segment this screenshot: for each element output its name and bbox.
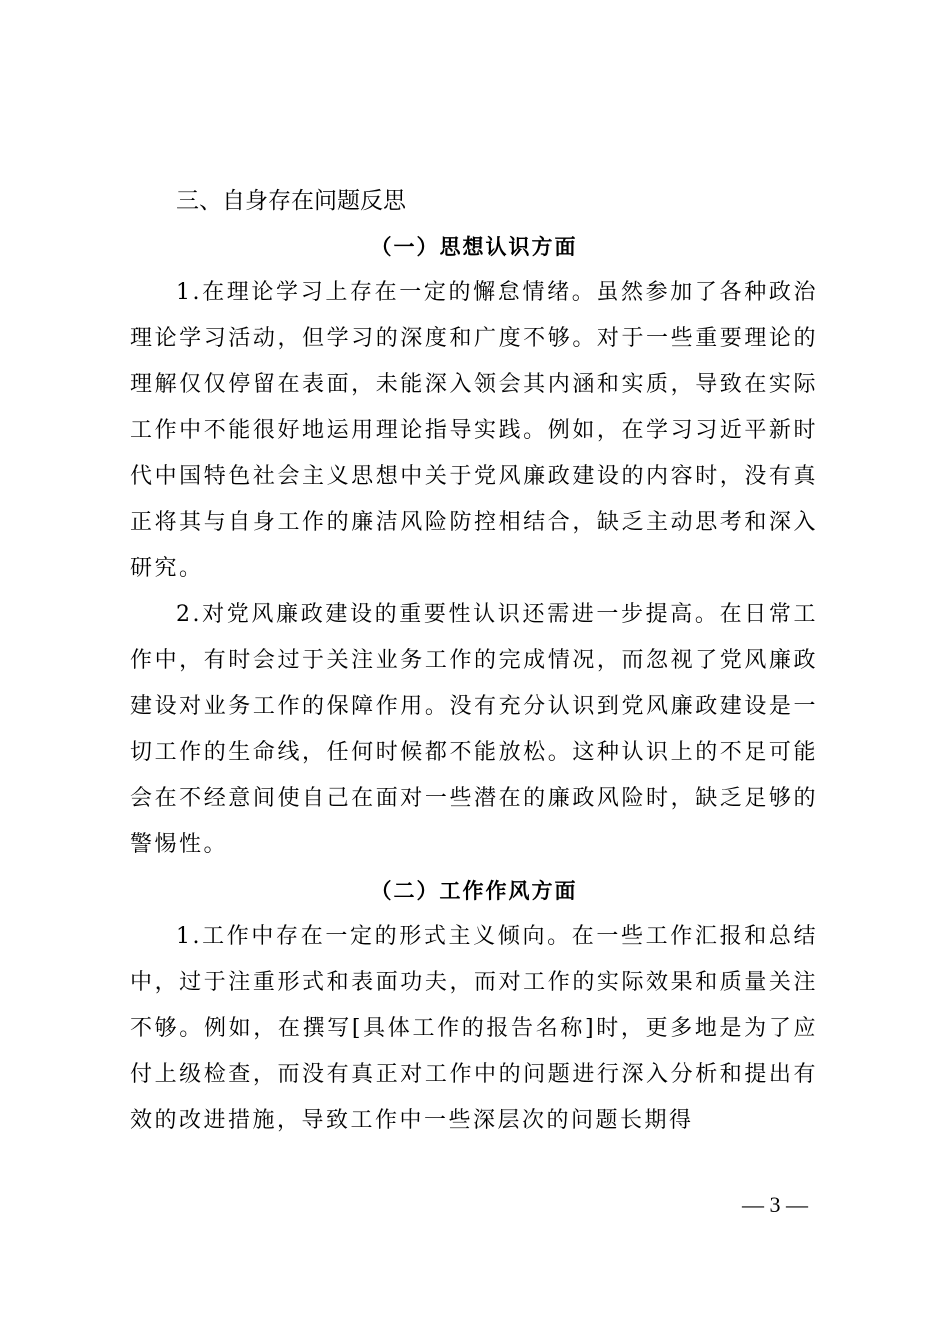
- paragraph: 1.工作中存在一定的形式主义倾向。在一些工作汇报和总结中，过于注重形式和表面功夫，而对工作的实际效果和质量关注不够。例如，在撰写[具体工作的报告名称]时，更多地是为了应付上级检查，而没有真正对工作中的问题进行深入分析和提出有效的改进措施，导致工作中一些深层次的问题长期得: [130, 924, 818, 1133]
- subsection-title-thinking: （一）思想认识方面: [370, 234, 578, 259]
- page-content: [130, 178, 818, 1144]
- paragraph: 1.在理论学习上存在一定的懈怠情绪。虽然参加了各种政治理论学习活动，但学习的深度和广度不够。对于一些重要理论的理解仅仅停留在表面，未能深入领会其内涵和实质，导致在实际工作中不能很好地运用理论指导实践。例如，在学习习近平新时代中国特色社会主义思想中关于党风廉政建设的内容时，没有真正将其与自身工作的廉洁风险防控相结合，缺乏主动思考和深入研究。: [130, 280, 818, 581]
- page-number: — 3 —: [742, 1192, 808, 1217]
- subsection-title-work-style: （二）工作作风方面: [370, 878, 578, 903]
- section-heading: 三、自身存在问题反思: [176, 188, 406, 214]
- paragraph: 2.对党风廉政建设的重要性认识还需进一步提高。在日常工作中，有时会过于关注业务工作的完成情况，而忽视了党风廉政建设对业务工作的保障作用。没有充分认识到党风廉政建设是一切工作的生命线，任何时候都不能放松。这种认识上的不足可能会在不经意间使自己在面对一些潜在的廉政风险时，缺乏足够的警惕性。: [130, 602, 818, 857]
